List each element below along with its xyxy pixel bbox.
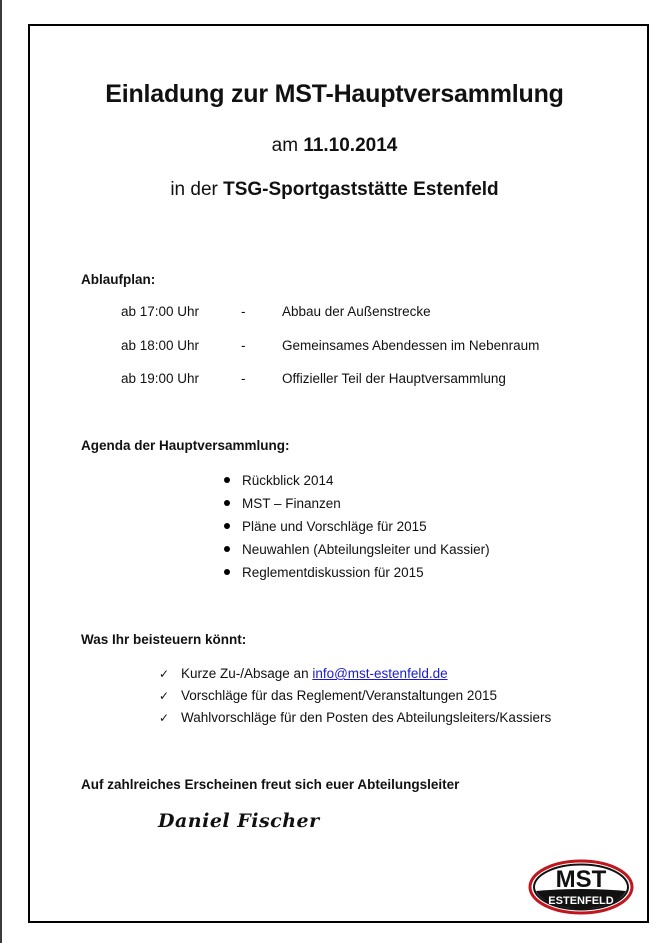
agenda-item [224,496,341,511]
schedule-heading: Ablaufplan: [81,272,156,287]
agenda-item [224,473,334,488]
schedule-description: Gemeinsames Abendessen im Nebenraum [282,338,540,353]
contribution-item [159,710,551,725]
event-date: 11.10.2014 [303,135,398,156]
event-date-line [0,135,669,157]
contributions-heading: Was Ihr beisteuern könnt: [81,632,247,647]
schedule-time: ab 18:00 Uhr [121,338,200,353]
checkmark-icon: ✓ [159,667,170,681]
bullet-icon [224,477,230,483]
page-title: Einladung zur MST-Hauptversammlung [105,80,564,108]
bullet-icon [224,569,230,575]
schedule-dash: - [241,304,246,319]
agenda-item [224,519,427,534]
bullet-icon [224,500,230,506]
date-prefix: am [271,135,299,156]
checkmark-icon: ✓ [159,689,170,703]
email-link[interactable]: info@mst-estenfeld.de [312,666,448,681]
contribution-item [159,666,448,681]
agenda-item-text: Neuwahlen (Abteilungsleiter und Kassier) [242,542,490,557]
contribution-text: Wahlvorschläge für den Posten des Abteilungsleiters/Kassiers [181,710,552,725]
event-venue-line [0,179,669,201]
bullet-icon [224,523,230,529]
schedule-time: ab 19:00 Uhr [121,371,200,386]
signature: Daniel Fischer [158,810,320,832]
schedule-dash: - [241,338,246,353]
agenda-heading: Agenda der Hauptversammlung: [81,438,290,453]
schedule-description: Offizieller Teil der Hauptversammlung [282,371,506,386]
schedule-description: Abbau der Außenstrecke [282,304,431,319]
contribution-text: Vorschläge für das Reglement/Veranstaltungen 2015 [181,688,497,703]
schedule-dash: - [241,371,246,386]
agenda-item-text: Rückblick 2014 [242,473,334,488]
agenda-item [224,542,490,557]
agenda-item-text: Pläne und Vorschläge für 2015 [242,519,427,534]
mst-estenfeld-logo [528,859,634,915]
closing-text: Auf zahlreiches Erscheinen freut sich euer Abteilungsleiter [81,777,460,792]
agenda-item-text: Reglementdiskussion für 2015 [242,565,424,580]
logo-bottom-text: ESTENFELD [548,895,614,907]
event-venue: TSG-Sportgaststätte Estenfeld [223,179,499,200]
contribution-text: Kurze Zu-/Absage an [181,666,313,681]
checkmark-icon: ✓ [159,711,170,725]
agenda-item-text: MST – Finanzen [242,496,341,511]
venue-prefix: in der [170,179,218,200]
agenda-item [224,565,424,580]
schedule-time: ab 17:00 Uhr [121,304,200,319]
logo-top-text: MST [555,866,607,893]
bullet-icon [224,546,230,552]
contribution-item [159,688,497,703]
